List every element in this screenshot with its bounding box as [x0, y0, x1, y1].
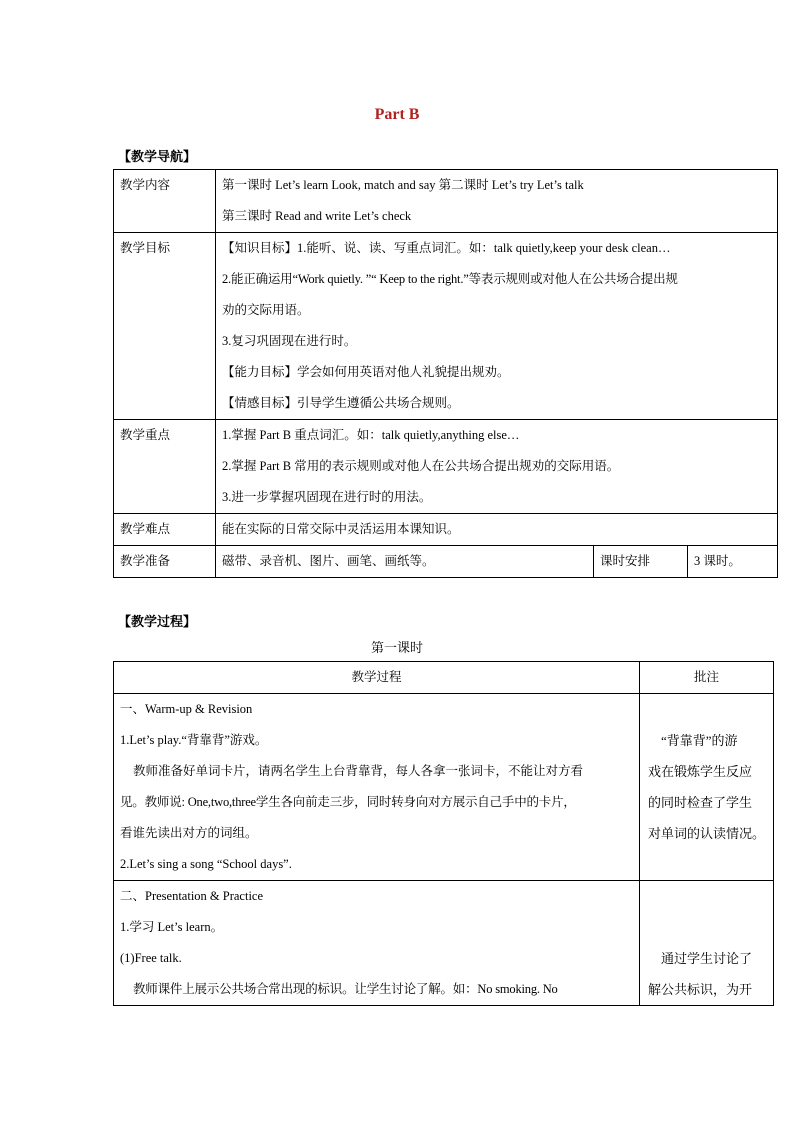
page-title: Part B — [374, 106, 420, 123]
table-row — [114, 881, 774, 1006]
key-line: 3.进一步掌握巩固现在进行时的用法。 — [222, 490, 432, 504]
section2-line: (1)Free talk. — [120, 951, 182, 965]
table-row — [114, 514, 778, 546]
table-row — [114, 546, 778, 578]
goal-line: 3.复习巩固现在进行时。 — [222, 334, 357, 348]
teaching-process-table — [113, 661, 774, 1006]
note-line: 对单词的认读情况。 — [648, 826, 766, 841]
note-line: 的同时检查了学生 — [648, 795, 753, 810]
key-cell — [216, 420, 778, 514]
note-line: 通过学生讨论了 — [661, 951, 753, 966]
section2-line: 1.学习 Let’s learn。 — [120, 920, 224, 934]
goal-line: 2.能正确运用“Work quietly. ”“ Keep to the right.”等表示规则或对他人在公共场合提出规 — [222, 272, 678, 286]
difficulty-cell: 能在实际的日常交际中灵活运用本课知识。 — [216, 514, 778, 546]
table-row — [114, 170, 778, 233]
section2-line: 教师课件上展示公共场合常出现的标识。让学生讨论了解。如：No smoking. No — [133, 982, 558, 996]
goal-line: 【能力目标】学会如何用英语对他人礼貌提出规劝。 — [222, 365, 510, 379]
content-cell — [216, 170, 778, 233]
lesson-caption: 第一课时 — [370, 641, 423, 656]
process-heading: 【教学过程】 — [118, 615, 197, 630]
schedule-label: 课时安排 — [594, 546, 688, 578]
section2-cell — [114, 881, 640, 1006]
table-row — [114, 233, 778, 420]
prep-cell: 磁带、录音机、图片、画笔、画纸等。 — [216, 546, 594, 578]
section1-line: 1.Let’s play.“背靠背”游戏。 — [120, 733, 268, 747]
goal-line: 【知识目标】1.能听、说、读、写重点词汇。如：talk quietly,keep your desk clean… — [222, 241, 671, 255]
goal-line: 劝的交际用语。 — [222, 303, 310, 317]
key-line: 1.掌握 Part B 重点词汇。如：talk quietly,anything else… — [222, 428, 520, 442]
section2-note — [640, 881, 774, 1006]
content-line: 第三课时 Read and write Let’s check — [222, 209, 412, 223]
key-label: 教学重点 — [114, 420, 216, 514]
goal-line: 【情感目标】引导学生遵循公共场合规则。 — [222, 396, 460, 410]
note-line: 解公共标识，为开 — [648, 982, 753, 997]
section2-line: 二、Presentation & Practice — [120, 889, 264, 903]
process-column-header: 教学过程 — [114, 662, 640, 694]
goal-cell — [216, 233, 778, 420]
note-line: “背靠背”的游 — [661, 733, 738, 748]
section1-cell — [114, 694, 640, 881]
difficulty-label: 教学难点 — [114, 514, 216, 546]
section1-line: 见。教师说: One,two,three学生各向前走三步，同时转身向对方展示自己手中的卡片， — [120, 795, 576, 809]
section1-note — [640, 694, 774, 881]
content-line: 第一课时 Let’s learn Look, match and say 第二课时 Let’s try Let’s talk — [222, 178, 584, 192]
note-line: 戏在锻炼学生反应 — [648, 764, 753, 779]
nav-heading: 【教学导航】 — [118, 150, 197, 165]
content-label: 教学内容 — [114, 170, 216, 233]
notes-column-header: 批注 — [640, 662, 774, 694]
goal-label: 教学目标 — [114, 233, 216, 420]
table-header-row — [114, 662, 774, 694]
section1-line: 看谁先读出对方的词组。 — [120, 826, 258, 840]
schedule-value: 3 课时。 — [688, 546, 778, 578]
table-row — [114, 420, 778, 514]
table-row — [114, 694, 774, 881]
teaching-navigation-table — [113, 169, 778, 578]
section1-line: 一、Warm-up & Revision — [120, 702, 253, 716]
section1-line: 2.Let’s sing a song “School days”. — [120, 857, 292, 871]
section1-line: 教师准备好单词卡片，请两名学生上台背靠背，每人各拿一张词卡，不能让对方看 — [133, 764, 584, 778]
key-line: 2.掌握 Part B 常用的表示规则或对他人在公共场合提出规劝的交际用语。 — [222, 459, 620, 473]
prep-label: 教学准备 — [114, 546, 216, 578]
